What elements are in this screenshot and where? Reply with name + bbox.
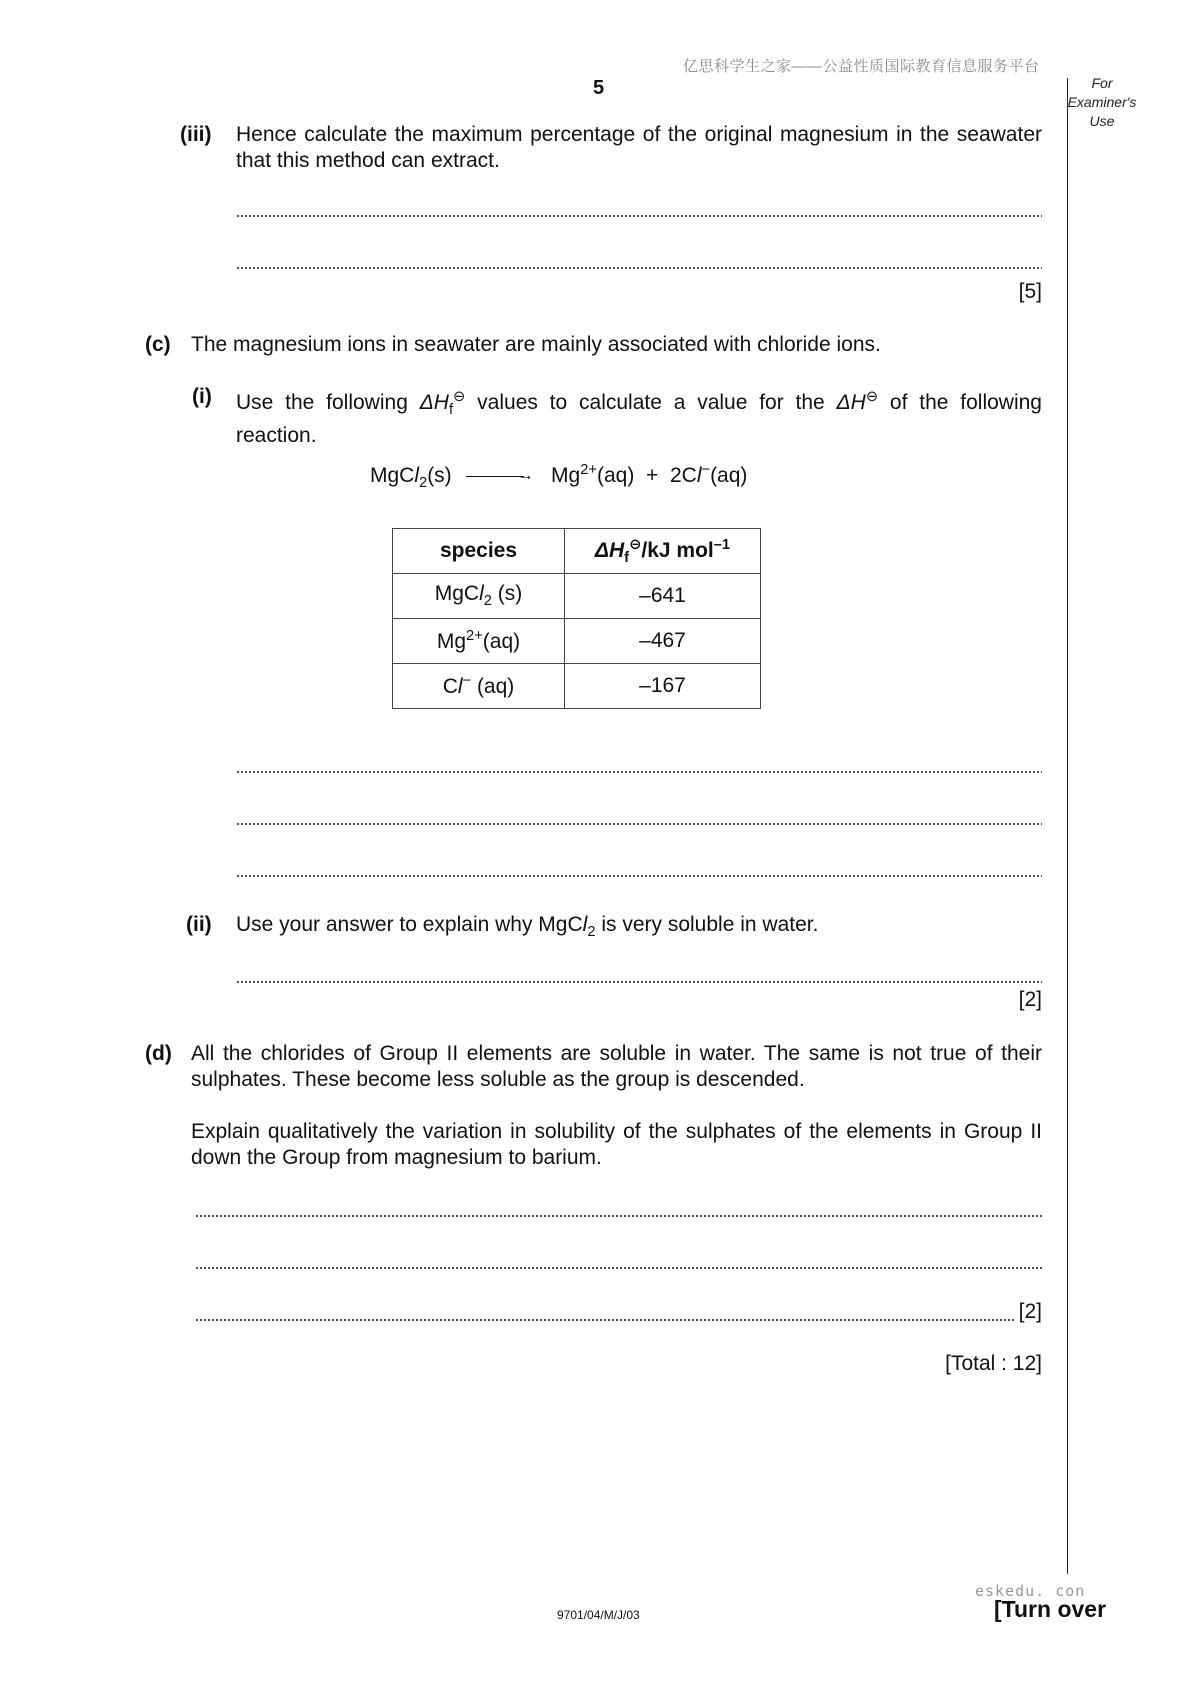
formula-text: l: [457, 675, 463, 698]
answer-line[interactable]: [195, 1317, 1015, 1323]
question-label-c: (c): [145, 333, 171, 356]
examiner-use-label: [1060, 74, 1144, 131]
text-run: values to calculate a value for the: [465, 391, 837, 414]
table-row: [393, 619, 761, 664]
mark-allocation: [2]: [1018, 1300, 1042, 1323]
answer-line[interactable]: [195, 1265, 1042, 1271]
formula-text: C: [442, 675, 458, 698]
superscript: 2+: [466, 628, 483, 644]
formula-text: l: [479, 582, 484, 606]
paper-code: 9701/04/M/J/03: [557, 1608, 640, 1622]
subscript: 2: [483, 593, 492, 610]
reaction-arrow-icon: [466, 476, 524, 477]
state-symbol: (s): [491, 582, 523, 606]
question-label-c-ii: (ii): [186, 913, 212, 936]
question-c-text: The magnesium ions in seawater are mainly associated with chloride ions.: [191, 333, 881, 356]
table-cell-species: [393, 619, 565, 664]
examiner-label-line: For: [1091, 75, 1113, 91]
page-number: 5: [593, 77, 605, 99]
question-label-iii: (iii): [180, 123, 212, 146]
answer-line[interactable]: [236, 265, 1042, 271]
formula-text: MgC: [370, 464, 415, 487]
answer-line[interactable]: [236, 873, 1042, 879]
examiner-margin-rule: [1067, 78, 1068, 1574]
mark-allocation: [5]: [1018, 280, 1042, 303]
state-symbol: (aq): [596, 464, 635, 487]
delta-h-symbol: ΔH: [419, 391, 449, 414]
turn-over-note: [Turn over: [994, 1596, 1107, 1622]
answer-line[interactable]: [236, 979, 1042, 985]
delta-h-symbol: ΔH: [836, 391, 866, 414]
table-row: [393, 574, 761, 619]
state-symbol: (s): [427, 464, 452, 487]
formula-text: 2C: [669, 464, 697, 487]
state-symbol: (aq): [482, 630, 521, 653]
question-label-d: (d): [145, 1042, 172, 1065]
table-cell-value: –467: [565, 619, 761, 664]
website-watermark: eskedu. con: [975, 1582, 1086, 1600]
table-header-enthalpy: [565, 529, 761, 574]
answer-line[interactable]: [236, 821, 1042, 827]
reaction-equation: [370, 462, 747, 491]
superscript: 2+: [580, 462, 597, 478]
superscript: –1: [713, 536, 731, 553]
standard-state-symbol: ⊖: [453, 389, 466, 405]
question-c-i-text: [236, 384, 1042, 449]
enthalpy-data-table: [392, 528, 761, 709]
subscript: 2: [587, 924, 596, 941]
table-header-species: species: [393, 529, 565, 574]
state-symbol: (aq): [471, 675, 515, 698]
formula-text: Mg: [436, 630, 467, 653]
table-header-row: [393, 529, 761, 574]
plus-sign: +: [646, 464, 659, 487]
formula-text: l: [696, 464, 702, 487]
subscript: 2: [419, 475, 428, 492]
formula-text: Mg: [551, 464, 581, 487]
superscript: −: [701, 462, 711, 478]
formula-text: l: [414, 464, 420, 487]
question-c-ii-text: [236, 912, 1042, 945]
superscript: −: [462, 673, 472, 689]
standard-state-symbol: ⊖: [865, 389, 879, 405]
table-cell-value: –641: [565, 574, 761, 619]
standard-state-symbol: ⊖: [629, 536, 642, 553]
table-row: [393, 664, 761, 709]
table-cell-value: –167: [565, 664, 761, 709]
subscript: f: [624, 550, 630, 567]
text-run: Use your answer to explain why MgC: [236, 913, 583, 936]
total-marks: [Total : 12]: [945, 1352, 1042, 1375]
examiner-label-line: Examiner's: [1067, 94, 1137, 110]
text-run: Use the following: [236, 391, 420, 414]
arrow-head-icon: →: [517, 467, 534, 485]
answer-line[interactable]: [195, 1213, 1042, 1219]
formula-text: MgC: [434, 582, 480, 606]
table-cell-species: [393, 574, 565, 619]
text-run: of the following reaction.: [236, 391, 1042, 448]
question-d-para2: Explain qualitatively the variation in solubility of the sulphates of the elements in Group II down the Group from magnesium to barium.: [191, 1120, 1042, 1169]
units-text: /kJ mol: [641, 538, 714, 562]
text-run: is very soluble in water.: [595, 913, 819, 936]
answer-line[interactable]: [236, 769, 1042, 775]
state-symbol: (aq): [710, 464, 748, 487]
formula-text: l: [582, 913, 588, 936]
mark-allocation: [2]: [1018, 988, 1042, 1011]
delta-h-symbol: ΔH: [594, 538, 625, 562]
answer-line[interactable]: [236, 213, 1042, 219]
question-label-c-i: (i): [192, 385, 212, 408]
table-cell-species: [393, 664, 565, 709]
subscript: f: [448, 402, 454, 419]
question-d-para1: All the chlorides of Group II elements are soluble in water. The same is not true of their sulphates. These become less soluble as the group is descended.: [191, 1042, 1042, 1091]
examiner-label-line: Use: [1089, 113, 1115, 129]
question-iii-text: Hence calculate the maximum percentage of the original magnesium in the seawater that this method can extract.: [236, 123, 1042, 172]
site-note: 亿思科学生之家——公益性质国际教育信息服务平台: [683, 58, 1040, 75]
